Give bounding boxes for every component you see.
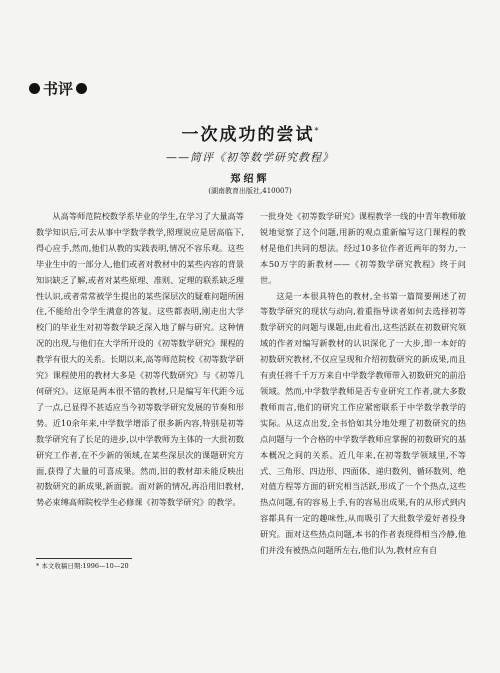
- author-affiliation: (湖南教育出版社,410007): [208, 187, 292, 195]
- body-paragraph-continuation: 一批身处《初等数学研究》课程教学一线的中青年教师敏锐地觉察了这个问题,用新的观点重新编写这门课程的教材是他们共同的想法。经过10多位作者近两年的努力,一本50万字的新教材——《初等数学研究教程》终于问世。: [260, 211, 466, 285]
- article-author: 郑绍辉: [230, 174, 270, 185]
- article-title-text: 一次成功的尝试: [181, 125, 315, 145]
- section-tag-label: 书评: [43, 80, 74, 98]
- footnote: * 本文收稿日期:1996—10—20: [36, 562, 129, 570]
- bullet-dot-icon: [29, 83, 40, 94]
- right-column: [260, 209, 466, 559]
- body-paragraph: 这是一本很具特色的教材,全书第一篇简要阐述了初等数学研究的现状与动向,着重指导读者如何去选择初等数学研究的问题与课题,由此看出,这些活跃在初数研究领域的作者对编写新教材的认识深化了一大步,即一本好的初数研究教材,不仅应呈现和介绍初数研究的新成果,而且有责任将千千万万来自中学数学教师带入初数研究的前沿领域。然而,中学数学教师是否专业研究工作者,就大多数教师而言,他们的研究工作应紧密联系于中学数学教学的实际。从这点出发,全书恰如其分地处理了初数研究的热点问题与一个合格的中学数学教师应掌握的初数研究的基本概况之间的关系。近几年来,在初等数学领域里,不等式、三角形、四边形、四面体、递归数列、循环数列、绝对值方程等方面的研究相当活跃,形成了一个个热点,这些热点问题,有的容易上手,有的容易出成果,有的从形式到内容都具有一定的趣味性,从而吸引了大批数学爱好者投身研究。面对这些热点问题,本书的作者表现得相当冷静,他们并没有被热点问题所左右,他们认为,教材应有自: [260, 290, 466, 556]
- body-paragraph: 从高等师范院校数学系毕业的学生,在学习了大量高等数学知识后,可去从事中学数学教学,照理说应是居高临下,得心应手,然而,他们从教的实践表明,情况不容乐观。这些毕业生中的一部分人,他们或者对教材中的某些内容的背景知识缺乏了解,或者对某些原理、准则、定理的联系缺乏理性认识,或者常常被学生提出的某些深层次的疑难问题所困住,不能给出令学生满意的答复。这些都表明,刚走出大学校门的毕业生对初等数学缺乏深入地了解与研究。这种情况的出现,与他们在大学所开设的《初等数学研究》课程的教学有很大的关系。长期以来,高等师范院校《初等数学研究》课程使用的教材大多是《初等代数研究》与《初等几何研究》。这原是两本很不错的教材,只是编写年代距今远了一点,已显得不甚适应当今初等数学研究发展的节奏和形势。近10余年来,中学数学增添了很多新内容,特别是初等数学研究有了长足的进步,以中学教师为主体的一大批初数研究工作者,在不少新的领域,在某些深层次的课题研究方面,获得了大量的可喜成果。然而,旧的教材却未能反映出初数研究的新成果,新面貌。面对新的情况,再沿用旧教材,势必束缚高师院校学生必修课《初等数学研究》的教学。: [36, 211, 244, 508]
- article-title: [0, 120, 500, 145]
- title-footnote-mark: *: [314, 126, 319, 136]
- left-column: [36, 209, 244, 511]
- article-subtitle: ——简评《初等数学研究教程》: [166, 151, 334, 164]
- footnote-divider: [36, 558, 132, 559]
- section-tag: [26, 78, 90, 99]
- bullet-dot-icon: [76, 83, 87, 94]
